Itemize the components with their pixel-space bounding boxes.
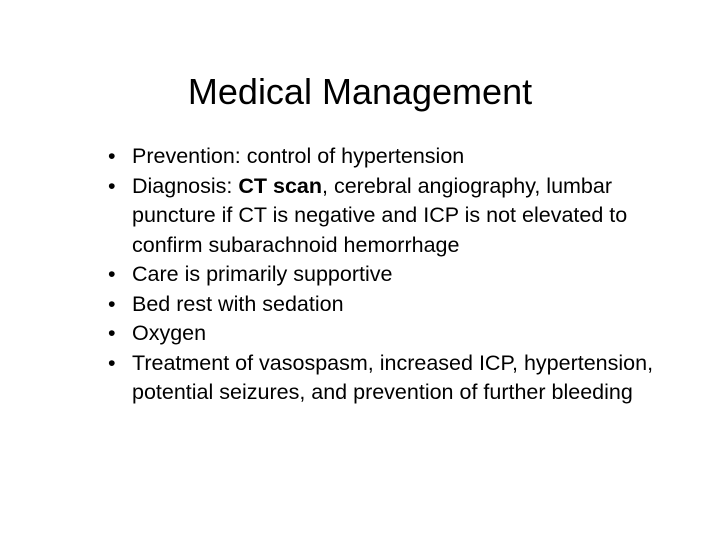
bullet-icon: • xyxy=(108,144,116,168)
bullet-text-prefix: Diagnosis: xyxy=(132,173,239,198)
bullet-item-diagnosis xyxy=(108,172,688,261)
bullet-icon: • xyxy=(108,173,116,198)
bullet-text: Prevention: control of hypertension xyxy=(132,144,465,168)
slide-title: Medical Management xyxy=(187,71,533,112)
bullet-item-oxygen xyxy=(108,319,688,349)
bullet-icon: • xyxy=(108,350,116,375)
bullet-item-treatment xyxy=(108,349,688,408)
bullet-text: Care is primarily supportive xyxy=(132,262,393,286)
bullet-text-suffix: , cerebral angiography, lumbar puncture if CT is negative and ICP is not elevated to confirm subarachnoid hemorrhage xyxy=(132,173,628,257)
bullet-icon: • xyxy=(108,262,116,286)
bullet-list xyxy=(108,142,688,408)
bullet-item-care xyxy=(108,260,688,290)
bullet-text: Treatment of vasospasm, increased ICP, hypertension, potential seizures, and prevention of further bleeding xyxy=(132,350,654,404)
bullet-item-prevention xyxy=(108,142,688,172)
bullet-icon: • xyxy=(108,291,116,316)
bullet-text-emphasis: CT scan xyxy=(238,173,322,198)
bullet-icon: • xyxy=(108,321,116,345)
bullet-text: Oxygen xyxy=(132,321,207,345)
bullet-item-bed-rest xyxy=(108,290,688,320)
bullet-text: Bed rest with sedation xyxy=(132,291,344,316)
